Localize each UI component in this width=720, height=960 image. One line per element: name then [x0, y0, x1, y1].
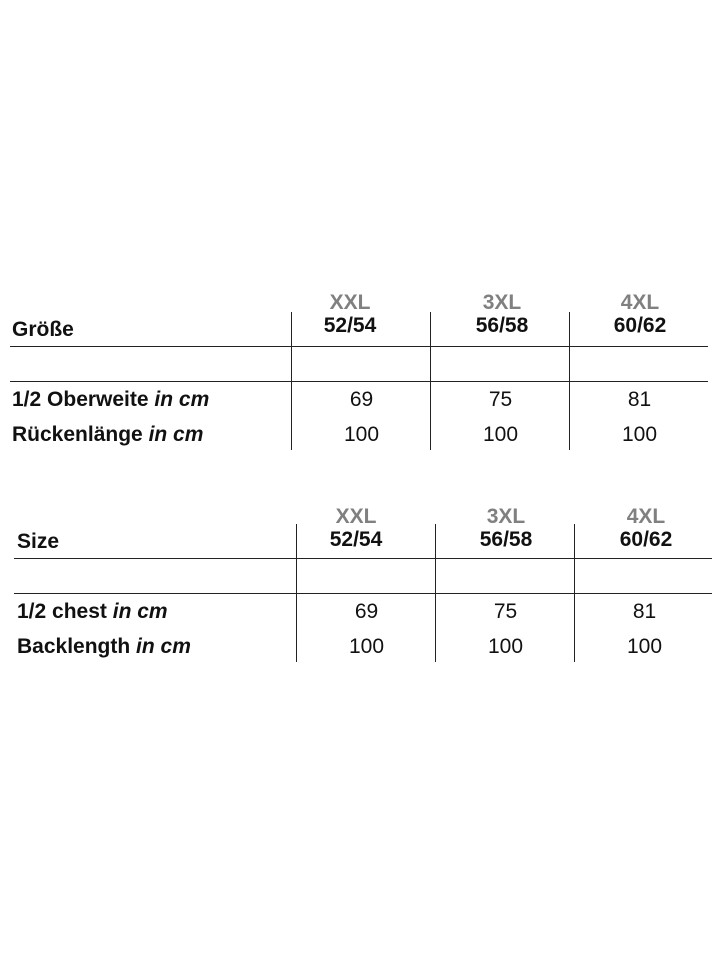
- size-column-xxl: [280, 292, 420, 338]
- value-cell: 69: [354, 600, 379, 623]
- size-column-3xl: [436, 506, 576, 552]
- value-cell: 75: [488, 388, 513, 411]
- size-range: 60/62: [619, 528, 673, 551]
- size-range: 52/54: [329, 528, 383, 551]
- value-cell: 81: [627, 388, 652, 411]
- row-label-text: Backlength: [17, 635, 131, 658]
- size-range: 52/54: [323, 314, 377, 337]
- size-column-4xl: [570, 292, 710, 338]
- size-column-xxl: [286, 506, 426, 552]
- size-range: 60/62: [613, 314, 667, 337]
- row-label-unit: in cm: [112, 600, 168, 623]
- header-label: Size: [17, 530, 60, 553]
- size-column-4xl: [576, 506, 716, 552]
- value-cell: 100: [348, 635, 385, 658]
- size-code: 4XL: [620, 291, 660, 314]
- row-label-text: 1/2 Oberweite: [12, 388, 149, 411]
- value-cell: 81: [632, 600, 657, 623]
- divider: [10, 346, 708, 347]
- value-cell: 100: [621, 423, 658, 446]
- header-label: Größe: [12, 318, 74, 341]
- row-label-half-chest: [17, 600, 168, 624]
- size-column-3xl: [432, 292, 572, 338]
- row-label-back-length: [12, 423, 203, 447]
- value-cell: 100: [626, 635, 663, 658]
- value-cell: 100: [482, 423, 519, 446]
- row-label-half-chest: [12, 388, 209, 412]
- size-range: 56/58: [479, 528, 533, 551]
- divider: [10, 381, 708, 382]
- size-code: 4XL: [626, 505, 666, 528]
- row-label-unit: in cm: [154, 388, 210, 411]
- row-label-unit: in cm: [136, 635, 191, 658]
- divider: [14, 593, 712, 594]
- value-cell: 100: [487, 635, 524, 658]
- size-code: 3XL: [482, 291, 522, 314]
- value-cell: 100: [343, 423, 380, 446]
- size-code: XXL: [335, 505, 377, 528]
- size-code: XXL: [329, 291, 371, 314]
- row-label-unit: in cm: [148, 423, 204, 446]
- size-code: 3XL: [486, 505, 526, 528]
- value-cell: 75: [493, 600, 518, 623]
- row-label-text: Rückenlänge: [12, 423, 143, 446]
- row-label-text: 1/2 chest: [17, 600, 107, 623]
- value-cell: 69: [349, 388, 374, 411]
- row-label-back-length: [17, 635, 191, 659]
- size-range: 56/58: [475, 314, 529, 337]
- divider: [14, 558, 712, 559]
